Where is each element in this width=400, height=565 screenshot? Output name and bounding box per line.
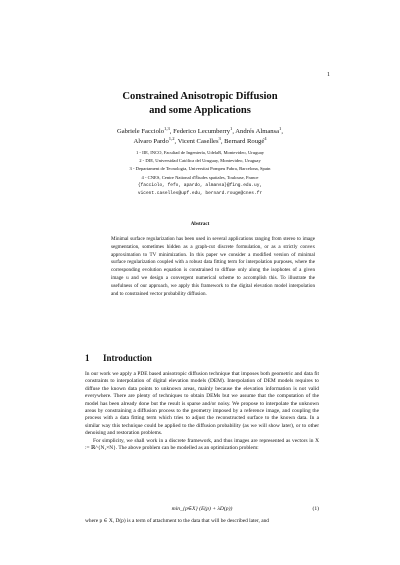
section-number: 1 — [85, 353, 90, 363]
page-number: 1 — [327, 72, 330, 78]
author-separator: , — [281, 128, 284, 135]
author-affiliation-mark: 1,2 — [168, 135, 175, 141]
introduction-body — [85, 371, 319, 452]
equation-1 — [85, 506, 319, 516]
paragraph: where p ∈ X, D(p) is a term of attachment to the data that will be described later, and — [85, 518, 269, 524]
author-affiliation-mark: 1 — [230, 125, 233, 131]
section-title: Introduction — [103, 353, 152, 363]
affiliation: 3 - Departament de Tecnologia, Universitat Pompeu Fabra, Barcelona, Spain — [129, 166, 271, 172]
paragraph: In our work we apply a PDE based anisotropic diffusion technique that imposes both geometric and data fit constraints to interpolation of digital elevation models (DEM). Interpolation of DEM models requires to diffuse the known data points to unknown areas, mainly because the elevation information is not valid everywhere. There are plenty of techniques to obtain DEMs but we assume that the computation of the model has been already done but the result is sparse and/or noisy. We propose to interpolate the unknown areas by constraining a diffusion process to the geometry imposed by a reference image, and coupling the process with a data fitting term which tries to adjust the reconstructed surface to the known data. In a similar way this technique could be applied to the diffusion probability (as we will show later), or to other denoising and restoration problems. — [85, 371, 319, 437]
authors-line-1 — [0, 127, 400, 137]
paper-title — [0, 90, 400, 118]
title-line-1: Constrained Anisotropic Diffusion — [122, 91, 278, 102]
author-affiliation-mark: 3 — [218, 135, 221, 141]
affiliation: 2 - DIE, Universidad Católica del Uruguay, Montevideo, Uruguay — [139, 158, 261, 164]
author-name: , Andrés Almansa — [232, 128, 280, 135]
abstract-heading: Abstract — [190, 222, 210, 227]
author-name: Gabriele Facciolo — [116, 128, 165, 135]
author-name: Alvaro Pardo — [133, 137, 169, 145]
section-heading — [85, 353, 152, 363]
author-name: , Vicent Caselles — [174, 137, 219, 145]
abstract-text: Minimal surface regularization has been used in several applications ranging from stereo to image segmentation, sometimes hidden as a graph-cut discrete formulation, or as a strictly convex approximation to TV minimization. In this paper we consider a modified version of minimal surface regularization coupled with a robust data fitting term for interpolation purposes, where the corresponding evolution equation is constrained to diffuse only along the isophotes of a given image u and we design a convergent numerical scheme to accomplish this. To illustrate the usefulness of our approach, we apply this framework to the digital elevation model interpolation and to constrained vector probability diffusion. — [111, 236, 315, 297]
paragraph: For simplicity, we shall work in a discrete framework, and thus images are represented as vectors in X := ℝ^{N₁×N}. The above problem can be modelled as an optimization problem: — [85, 437, 319, 452]
affiliation: 1 - IIE, INCO, Facultad de Ingeniería, UdelaR, Montevideo, Uruguay — [135, 150, 265, 155]
affiliations — [0, 149, 400, 198]
equation-number: (1) — [312, 506, 319, 512]
title-line-2: and some Applications — [149, 105, 251, 116]
author-list — [0, 127, 400, 146]
equation-expression: min_{p∈X} (E(p) + λD(p)) — [171, 506, 233, 512]
author-name: , Federico Lecumberry — [169, 128, 231, 135]
affiliation: 4 - CNES, Centre National d'Études spatiales, Toulouse, France — [141, 174, 259, 180]
authors-line-2 — [0, 137, 400, 147]
email-line: {facciolo, fefo, apardo, almansa}@fing.edu.uy, — [137, 182, 263, 188]
author-affiliation-mark: 1,3 — [164, 125, 170, 131]
email-line: vicent.caselles@upf.edu, bernard.rouge@cnes.fr — [137, 191, 263, 197]
author-name: , Bernard Rougé — [220, 137, 265, 145]
author-affiliation-mark: 1 — [279, 125, 282, 131]
author-affiliation-mark: 4 — [264, 135, 267, 141]
